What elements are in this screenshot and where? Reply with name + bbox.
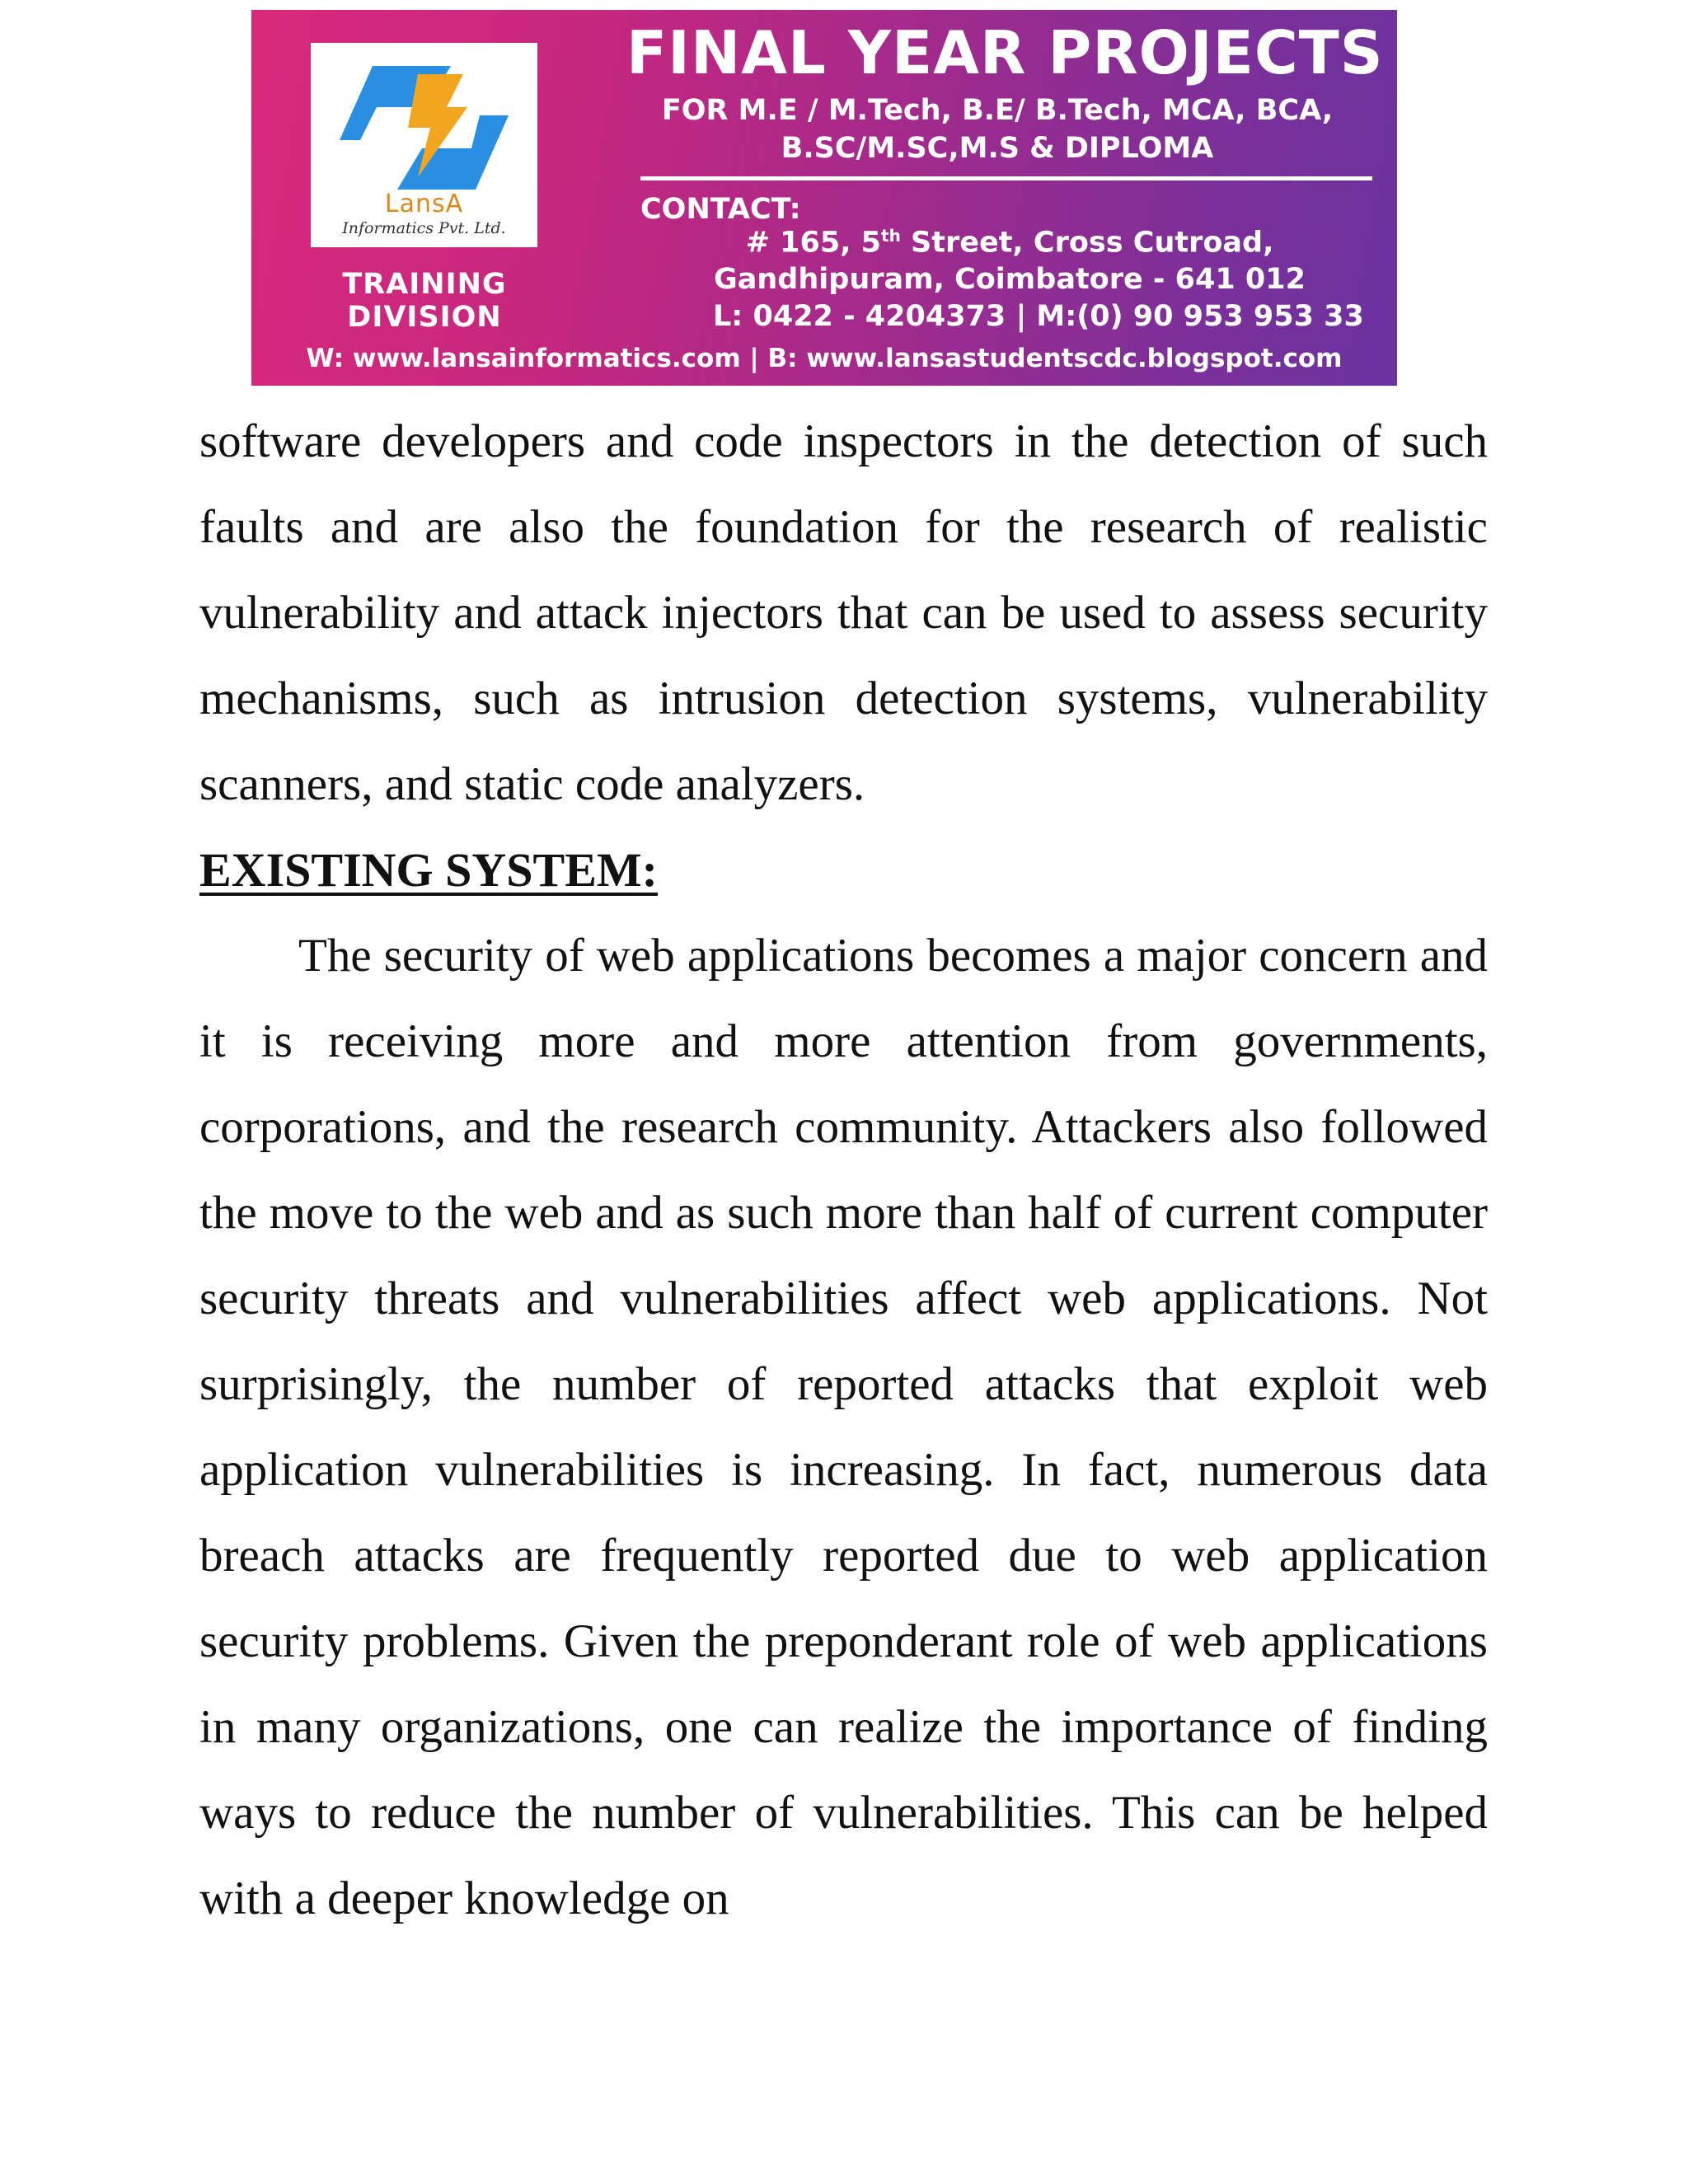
logo-subtitle: Informatics Pvt. Ltd.	[342, 219, 506, 237]
training-division-label: TRAINING DIVISION	[342, 268, 507, 334]
logo-name: LansA	[384, 190, 464, 218]
intro-paragraph: software developers and code inspectors in the detection of such faults and are also the foundation for the research of realistic vulnerability and attack injectors that can be used to assess security mechanisms, such as intrusion detection systems, vulnerability scanners, and static code analyzers.	[199, 415, 1488, 810]
address-superscript: th	[881, 226, 901, 246]
header-banner	[251, 10, 1397, 386]
banner-title: FINAL YEAR PROJECTS	[626, 18, 1384, 87]
address-line1	[713, 226, 1306, 260]
address-number: # 165, 5	[745, 226, 882, 260]
banner-degrees-line2: B.SC/M.SC,M.S & DIPLOMA	[781, 132, 1214, 165]
document-body	[199, 399, 1488, 1942]
existing-system-paragraph: The security of web applications becomes a major concern and it is receiving more and more attention from governments, corporations, and the research community. Attackers also followed the move to the web and as such more than half of current computer security threats and vulnerabilities affect web applications. Not surprisingly, the number of reported attacks that exploit web application vulnerabilities is increasing. In fact, numerous data breach attacks are frequently reported due to web application security problems. Given the preponderant role of web applications in many organizations, one can realize the importance of finding ways to reduce the number of vulnerabilities. This can be helped with a deeper knowledge on	[199, 930, 1488, 1924]
banner-divider	[640, 176, 1372, 180]
lightning-logo-icon	[327, 58, 521, 198]
address-street: Street, Cross Cutroad,	[900, 226, 1274, 260]
website-line: W: www.lansainformatics.com | B: www.lansastudentscdc.blogspot.com	[306, 344, 1343, 373]
company-logo	[311, 43, 537, 247]
address-line2: Gandhipuram, Coimbatore - 641 012	[714, 263, 1306, 296]
section-heading: EXISTING SYSTEM:	[199, 843, 658, 897]
contact-label: CONTACT:	[640, 193, 801, 226]
phone-line: L: 0422 - 4204373 | M:(0) 90 953 953 33	[713, 300, 1364, 333]
banner-degrees-line1: FOR M.E / M.Tech, B.E/ B.Tech, MCA, BCA,	[661, 94, 1334, 127]
